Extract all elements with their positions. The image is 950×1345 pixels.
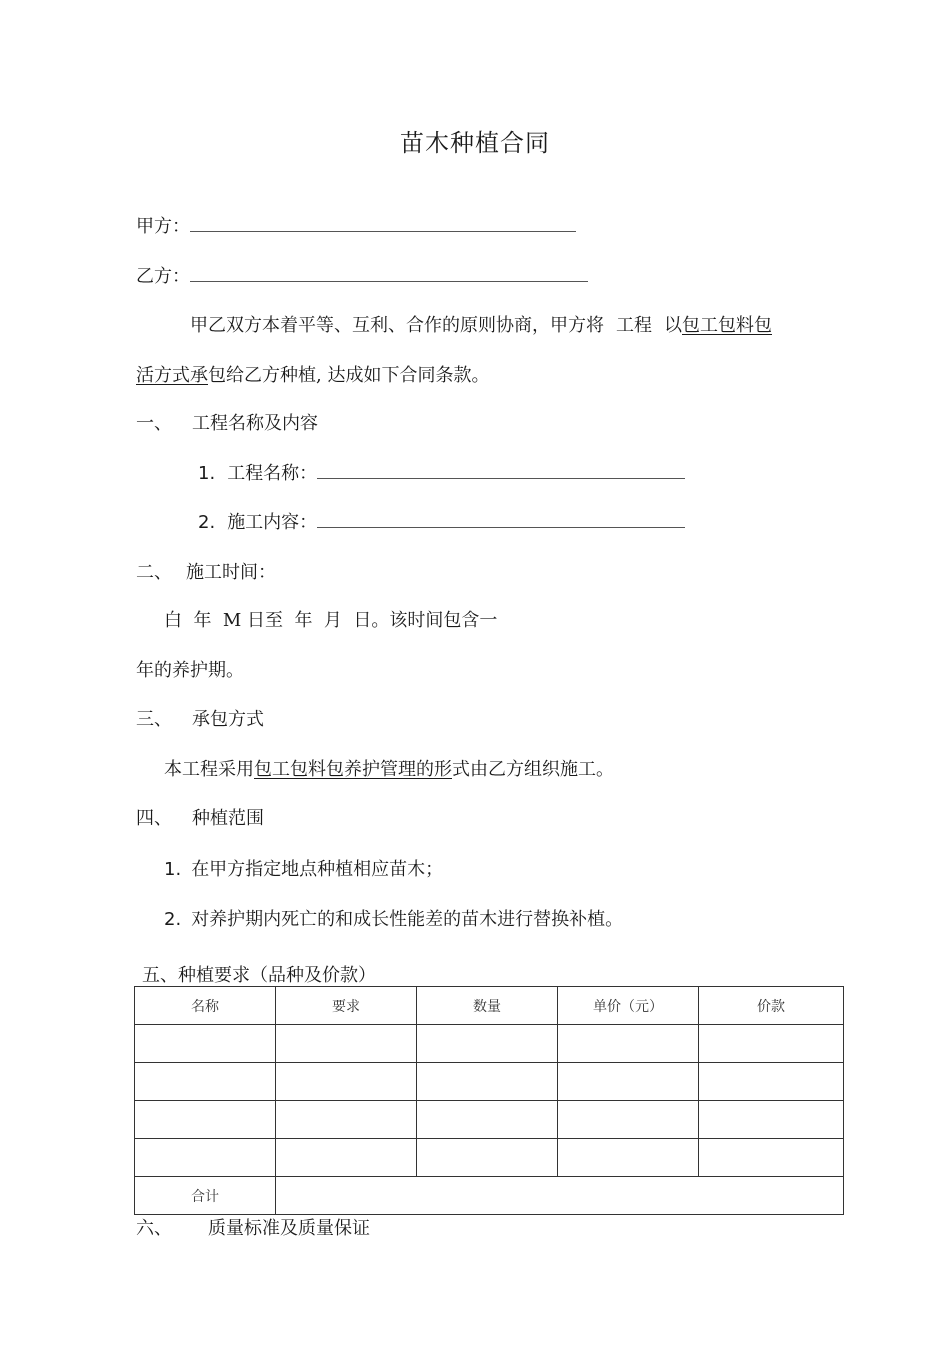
table-cell[interactable] <box>699 1139 844 1177</box>
section3-number: 三、 <box>136 709 172 730</box>
table-cell[interactable] <box>558 1025 699 1063</box>
party-b-line <box>136 265 588 289</box>
section4-item1-number: 1. <box>164 859 182 880</box>
section6-number: 六、 <box>136 1218 172 1239</box>
table-cell[interactable] <box>135 1139 276 1177</box>
total-value-cell[interactable] <box>276 1177 844 1215</box>
table-cell[interactable] <box>699 1063 844 1101</box>
table-cell[interactable] <box>558 1101 699 1139</box>
section4-item1 <box>164 858 443 882</box>
table-row <box>135 1101 844 1139</box>
planting-requirements-table <box>134 986 844 1215</box>
section4-item1-text: 在甲方指定地点种植相应苗木； <box>191 859 444 880</box>
section4-number: 四、 <box>136 808 172 829</box>
section4-item2-number: 2. <box>164 909 182 930</box>
table-cell[interactable] <box>417 1025 558 1063</box>
intro-underlined-2: 活方式承 <box>136 365 208 386</box>
table-row <box>135 1063 844 1101</box>
section1-item2-number: 2. <box>198 512 216 533</box>
table-cell[interactable] <box>276 1063 417 1101</box>
section3-heading <box>136 708 264 732</box>
table-cell[interactable] <box>699 1025 844 1063</box>
document-title: 苗木种植合同 <box>400 129 550 157</box>
header-amount: 价款 <box>699 987 844 1025</box>
table-row <box>135 1025 844 1063</box>
section4-item2 <box>164 908 623 932</box>
table-cell[interactable] <box>135 1025 276 1063</box>
section5-heading: 五、种植要求（品种及价款） <box>142 965 376 986</box>
section1-number: 一、 <box>136 413 172 434</box>
table-cell[interactable] <box>135 1063 276 1101</box>
table-cell[interactable] <box>276 1139 417 1177</box>
section6-heading <box>136 1217 370 1241</box>
section2-line2: 年的养护期。 <box>136 660 244 681</box>
table-row <box>135 1139 844 1177</box>
section6-title: 质量标准及质量保证 <box>208 1218 370 1239</box>
section3-body-pre: 本工程采用 <box>164 759 254 780</box>
section4-title: 种植范围 <box>192 808 264 829</box>
section1-item2-label: 施工内容： <box>227 512 318 533</box>
party-b-blank[interactable] <box>190 267 588 282</box>
table-cell[interactable] <box>417 1139 558 1177</box>
intro-rest: 包给乙方种植, 达成如下合同条款。 <box>208 365 490 386</box>
party-a-line <box>136 215 576 239</box>
party-b-label: 乙方： <box>136 266 190 287</box>
total-label: 合计 <box>135 1177 276 1215</box>
section1-item1 <box>198 462 685 486</box>
section1-item1-label: 工程名称： <box>227 463 318 484</box>
section2-number: 二、 <box>136 562 172 583</box>
table-header-row <box>135 987 844 1025</box>
header-unit-price: 单价（元） <box>558 987 699 1025</box>
table-cell[interactable] <box>417 1101 558 1139</box>
section1-title: 工程名称及内容 <box>192 413 318 434</box>
section3-body-post: 式由乙方组织施工。 <box>452 759 614 780</box>
table-cell[interactable] <box>276 1101 417 1139</box>
header-requirement: 要求 <box>276 987 417 1025</box>
section4-item2-text: 对养护期内死亡的和成长性能差的苗木进行替换补植。 <box>191 909 624 930</box>
section1-item1-number: 1. <box>198 463 216 484</box>
section2-heading <box>136 561 276 585</box>
table-cell[interactable] <box>276 1025 417 1063</box>
work-content-blank[interactable] <box>317 513 685 528</box>
header-name: 名称 <box>135 987 276 1025</box>
intro-pre-under: 以 <box>664 315 682 336</box>
section1-item2 <box>198 511 685 535</box>
section3-title: 承包方式 <box>192 709 264 730</box>
table-cell[interactable] <box>558 1063 699 1101</box>
section1-heading <box>136 412 318 436</box>
section4-heading <box>136 807 264 831</box>
table-cell[interactable] <box>135 1101 276 1139</box>
table-cell[interactable] <box>558 1139 699 1177</box>
table-cell[interactable] <box>699 1101 844 1139</box>
section3-body-underlined: 包工包料包养护管理的形 <box>254 759 452 780</box>
intro-line-2 <box>136 364 489 388</box>
table-total-row <box>135 1177 844 1215</box>
intro-project: 工程 <box>616 315 652 336</box>
section2-title: 施工时间： <box>186 562 276 583</box>
party-a-label: 甲方： <box>136 216 190 237</box>
intro-prefix: 甲乙双方本着平等、互利、合作的原则协商，甲方将 <box>190 315 604 336</box>
table-cell[interactable] <box>417 1063 558 1101</box>
section2-line1: 白 年 M 日至 年 月 日。该时间包含一 <box>164 610 498 631</box>
project-name-blank[interactable] <box>317 464 685 479</box>
intro-underlined-1: 包工包料包 <box>682 315 772 336</box>
party-a-blank[interactable] <box>190 217 576 232</box>
section3-body <box>164 758 614 782</box>
header-quantity: 数量 <box>417 987 558 1025</box>
intro-line-1 <box>190 314 772 338</box>
